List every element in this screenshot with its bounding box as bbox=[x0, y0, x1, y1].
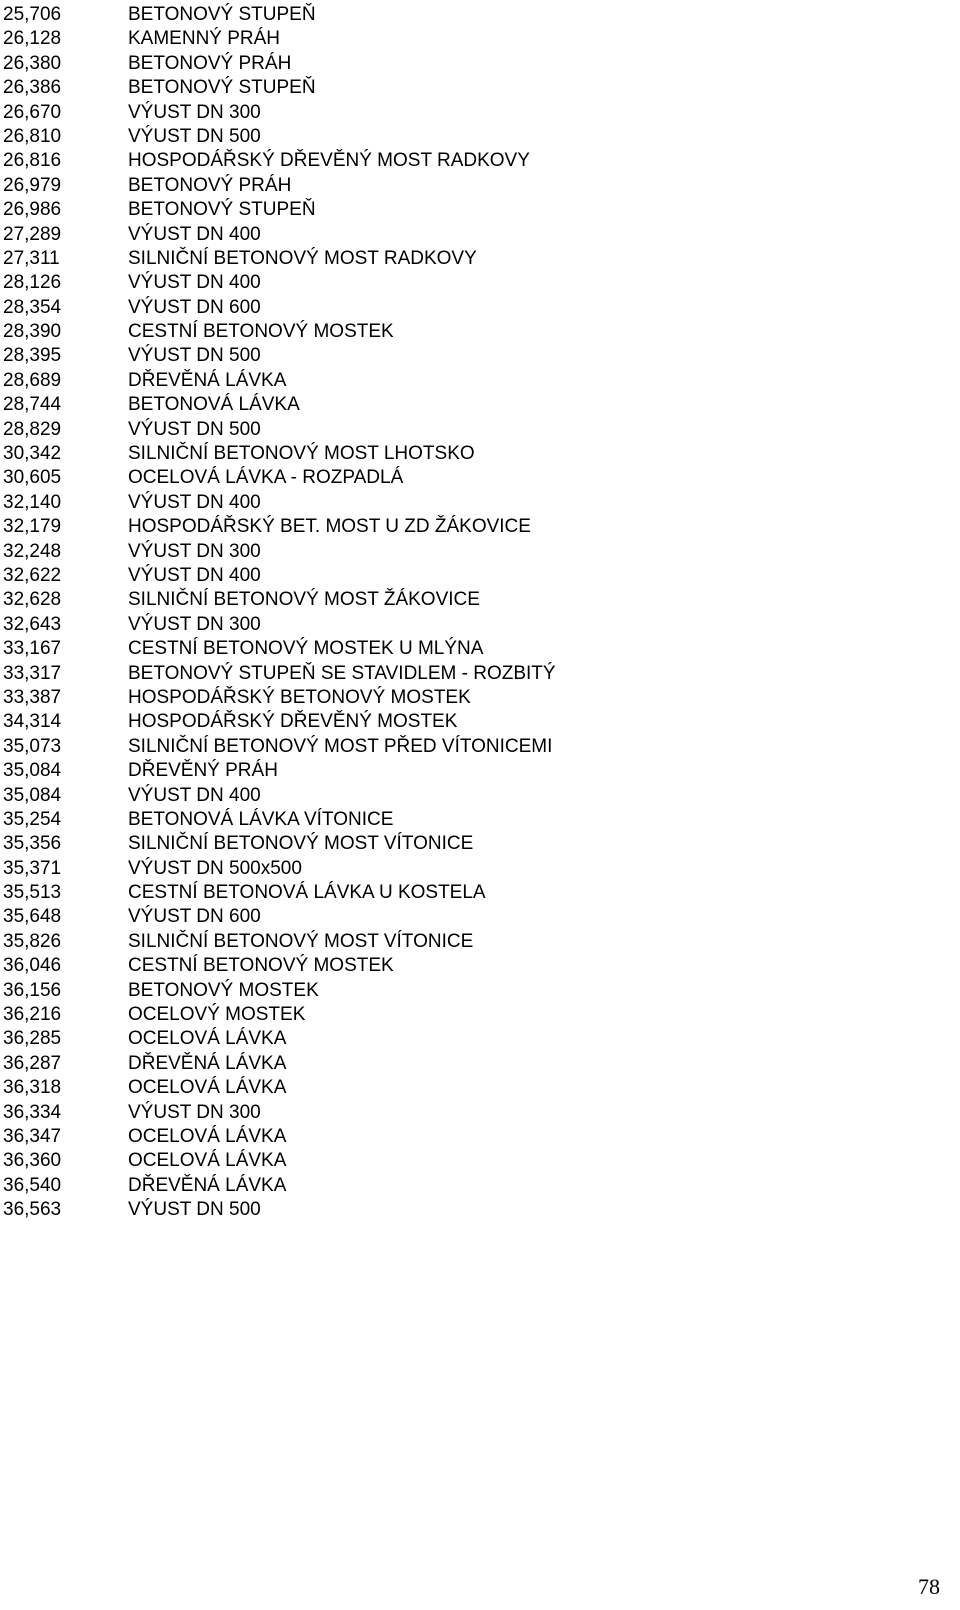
list-item bbox=[3, 174, 943, 198]
object-description: SILNIČNÍ BETONOVÝ MOST ŽÁKOVICE bbox=[128, 589, 480, 611]
list-item bbox=[3, 491, 943, 515]
object-description: BETONOVÝ STUPEŇ bbox=[128, 199, 316, 221]
chainage-value: 33,387 bbox=[3, 686, 62, 708]
chainage-value: 32,628 bbox=[3, 589, 62, 611]
list-item bbox=[3, 393, 943, 417]
chainage-value: 36,285 bbox=[3, 1028, 62, 1050]
object-description: HOSPODÁŘSKÝ BETONOVÝ MOSTEK bbox=[128, 686, 471, 708]
object-description: BETONOVÝ MOSTEK bbox=[128, 979, 319, 1001]
chainage-value: 28,390 bbox=[3, 321, 62, 343]
list-item bbox=[3, 247, 943, 271]
object-description: VÝUST DN 400 bbox=[128, 223, 261, 245]
object-description: VÝUST DN 300 bbox=[128, 540, 261, 562]
list-item bbox=[3, 515, 943, 539]
object-description: VÝUST DN 400 bbox=[128, 784, 261, 806]
object-description: BETONOVÝ STUPEŇ SE STAVIDLEM - ROZBITÝ bbox=[128, 662, 556, 684]
list-item bbox=[3, 442, 943, 466]
chainage-value: 26,380 bbox=[3, 52, 62, 74]
object-description: HOSPODÁŘSKÝ DŘEVĚNÝ MOST RADKOVY bbox=[128, 150, 530, 172]
object-description: VÝUST DN 300 bbox=[128, 613, 261, 635]
chainage-value: 26,986 bbox=[3, 199, 62, 221]
list-item bbox=[3, 52, 943, 76]
list-item bbox=[3, 223, 943, 247]
list-item bbox=[3, 101, 943, 125]
object-description: BETONOVÝ STUPEŇ bbox=[128, 4, 316, 25]
list-item bbox=[3, 540, 943, 564]
object-description: BETONOVÝ PRÁH bbox=[128, 174, 292, 196]
object-description: HOSPODÁŘSKÝ DŘEVĚNÝ MOSTEK bbox=[128, 711, 458, 733]
object-description: DŘEVĚNÁ LÁVKA bbox=[128, 369, 287, 391]
object-description: CESTNÍ BETONOVÝ MOSTEK bbox=[128, 321, 394, 343]
chainage-value: 35,648 bbox=[3, 906, 62, 928]
chainage-value: 32,140 bbox=[3, 491, 62, 513]
list-item bbox=[3, 808, 943, 832]
list-item bbox=[3, 979, 943, 1003]
object-description: CESTNÍ BETONOVÝ MOSTEK U MLÝNA bbox=[128, 638, 484, 660]
chainage-value: 33,317 bbox=[3, 662, 62, 684]
list-item bbox=[3, 710, 943, 734]
list-item bbox=[3, 344, 943, 368]
list-item bbox=[3, 686, 943, 710]
object-description: VÝUST DN 300 bbox=[128, 1101, 261, 1123]
page-number: 78 bbox=[918, 1574, 940, 1599]
chainage-value: 26,979 bbox=[3, 174, 62, 196]
object-description: BETONOVÝ STUPEŇ bbox=[128, 77, 316, 99]
chainage-value: 36,347 bbox=[3, 1125, 62, 1147]
chainage-value: 26,386 bbox=[3, 77, 62, 99]
object-description: OCELOVÁ LÁVKA bbox=[128, 1028, 287, 1050]
list-item bbox=[3, 857, 943, 881]
list-item bbox=[3, 27, 943, 51]
chainage-value: 36,360 bbox=[3, 1150, 62, 1172]
object-description: VÝUST DN 500 bbox=[128, 125, 261, 147]
list-item bbox=[3, 271, 943, 295]
chainage-value: 36,540 bbox=[3, 1174, 62, 1196]
chainage-value: 35,254 bbox=[3, 808, 62, 830]
list-item bbox=[3, 418, 943, 442]
chainage-value: 36,563 bbox=[3, 1199, 62, 1221]
list-item bbox=[3, 881, 943, 905]
object-description: KAMENNÝ PRÁH bbox=[128, 28, 281, 50]
chainage-value: 28,395 bbox=[3, 345, 62, 367]
chainage-value: 26,670 bbox=[3, 101, 62, 123]
list-item bbox=[3, 1125, 943, 1149]
chainage-value: 27,289 bbox=[3, 223, 62, 245]
object-description: VÝUST DN 500x500 bbox=[128, 857, 302, 879]
list-item bbox=[3, 832, 943, 856]
chainage-value: 32,179 bbox=[3, 516, 62, 538]
list-item bbox=[3, 1052, 943, 1076]
list-item bbox=[3, 1149, 943, 1173]
list-item bbox=[3, 320, 943, 344]
chainage-value: 25,706 bbox=[3, 4, 62, 25]
chainage-value: 35,356 bbox=[3, 833, 62, 855]
list-item bbox=[3, 125, 943, 149]
list-item bbox=[3, 1003, 943, 1027]
object-description: HOSPODÁŘSKÝ BET. MOST U ZD ŽÁKOVICE bbox=[128, 516, 531, 538]
object-description: BETONOVÁ LÁVKA VÍTONICE bbox=[128, 808, 394, 830]
chainage-value: 34,314 bbox=[3, 711, 62, 733]
object-description: SILNIČNÍ BETONOVÝ MOST LHOTSKO bbox=[128, 443, 475, 465]
list-item bbox=[3, 954, 943, 978]
object-description: OCELOVÝ MOSTEK bbox=[128, 1004, 306, 1026]
object-description: VÝUST DN 400 bbox=[128, 491, 261, 513]
chainage-value: 26,816 bbox=[3, 150, 62, 172]
list-item bbox=[3, 564, 943, 588]
list-item bbox=[3, 149, 943, 173]
chainage-value: 26,810 bbox=[3, 125, 62, 147]
list-item bbox=[3, 1198, 943, 1222]
object-description: OCELOVÁ LÁVKA bbox=[128, 1125, 287, 1147]
object-description: VÝUST DN 500 bbox=[128, 418, 261, 440]
chainage-value: 36,216 bbox=[3, 1004, 62, 1026]
chainage-value: 28,126 bbox=[3, 272, 62, 294]
object-description: VÝUST DN 300 bbox=[128, 101, 261, 123]
chainage-value: 35,826 bbox=[3, 930, 62, 952]
object-description: VÝUST DN 500 bbox=[128, 1199, 261, 1221]
chainage-value: 35,084 bbox=[3, 760, 62, 782]
list-item bbox=[3, 784, 943, 808]
object-description: SILNIČNÍ BETONOVÝ MOST VÍTONICE bbox=[128, 833, 474, 855]
list-item bbox=[3, 466, 943, 490]
chainage-value: 30,605 bbox=[3, 467, 62, 489]
object-description: VÝUST DN 600 bbox=[128, 296, 261, 318]
list-item bbox=[3, 735, 943, 759]
object-description: VÝUST DN 400 bbox=[128, 272, 261, 294]
list-item bbox=[3, 76, 943, 100]
list-item bbox=[3, 613, 943, 637]
list-item bbox=[3, 3, 943, 27]
object-description: DŘEVĚNÁ LÁVKA bbox=[128, 1052, 287, 1074]
list-item bbox=[3, 1076, 943, 1100]
list-item bbox=[3, 662, 943, 686]
list-item bbox=[3, 905, 943, 929]
object-description: SILNIČNÍ BETONOVÝ MOST VÍTONICE bbox=[128, 930, 474, 952]
object-description: BETONOVÁ LÁVKA bbox=[128, 394, 300, 416]
object-description: VÝUST DN 500 bbox=[128, 345, 261, 367]
object-description: SILNIČNÍ BETONOVÝ MOST RADKOVY bbox=[128, 247, 477, 269]
chainage-value: 28,689 bbox=[3, 369, 62, 391]
chainage-value: 30,342 bbox=[3, 443, 62, 465]
list-item bbox=[3, 198, 943, 222]
chainage-value: 26,128 bbox=[3, 28, 62, 50]
object-description: BETONOVÝ PRÁH bbox=[128, 52, 292, 74]
list-item bbox=[3, 1027, 943, 1051]
chainage-value: 27,311 bbox=[3, 247, 60, 269]
object-description: CESTNÍ BETONOVÝ MOSTEK bbox=[128, 955, 394, 977]
chainage-value: 35,084 bbox=[3, 784, 62, 806]
chainage-value: 28,354 bbox=[3, 296, 62, 318]
chainage-value: 33,167 bbox=[3, 638, 62, 660]
chainage-value: 36,046 bbox=[3, 955, 62, 977]
object-description: CESTNÍ BETONOVÁ LÁVKA U KOSTELA bbox=[128, 882, 486, 904]
chainage-value: 36,334 bbox=[3, 1101, 62, 1123]
chainage-value: 35,371 bbox=[3, 857, 62, 879]
chainage-value: 32,622 bbox=[3, 564, 62, 586]
chainage-value: 28,744 bbox=[3, 394, 62, 416]
list-item bbox=[3, 1101, 943, 1125]
object-description: VÝUST DN 400 bbox=[128, 564, 261, 586]
chainage-value: 35,073 bbox=[3, 735, 62, 757]
list-item bbox=[3, 930, 943, 954]
object-description: OCELOVÁ LÁVKA bbox=[128, 1077, 287, 1099]
chainage-value: 28,829 bbox=[3, 418, 62, 440]
chainage-value: 32,248 bbox=[3, 540, 62, 562]
list-item bbox=[3, 1174, 943, 1198]
list-item bbox=[3, 759, 943, 783]
object-description: VÝUST DN 600 bbox=[128, 906, 261, 928]
object-description: OCELOVÁ LÁVKA - ROZPADLÁ bbox=[128, 467, 404, 489]
object-description: OCELOVÁ LÁVKA bbox=[128, 1150, 287, 1172]
chainage-value: 35,513 bbox=[3, 882, 62, 904]
object-description: SILNIČNÍ BETONOVÝ MOST PŘED VÍTONICEMI bbox=[128, 735, 553, 757]
list-item bbox=[3, 369, 943, 393]
chainage-value: 32,643 bbox=[3, 613, 62, 635]
chainage-value: 36,156 bbox=[3, 979, 62, 1001]
chainage-value: 36,287 bbox=[3, 1052, 62, 1074]
list-item bbox=[3, 296, 943, 320]
object-description: DŘEVĚNÝ PRÁH bbox=[128, 760, 278, 782]
list-item bbox=[3, 637, 943, 661]
chainage-value: 36,318 bbox=[3, 1077, 62, 1099]
list-item bbox=[3, 588, 943, 612]
entry-list bbox=[3, 3, 943, 1223]
object-description: DŘEVĚNÁ LÁVKA bbox=[128, 1174, 287, 1196]
